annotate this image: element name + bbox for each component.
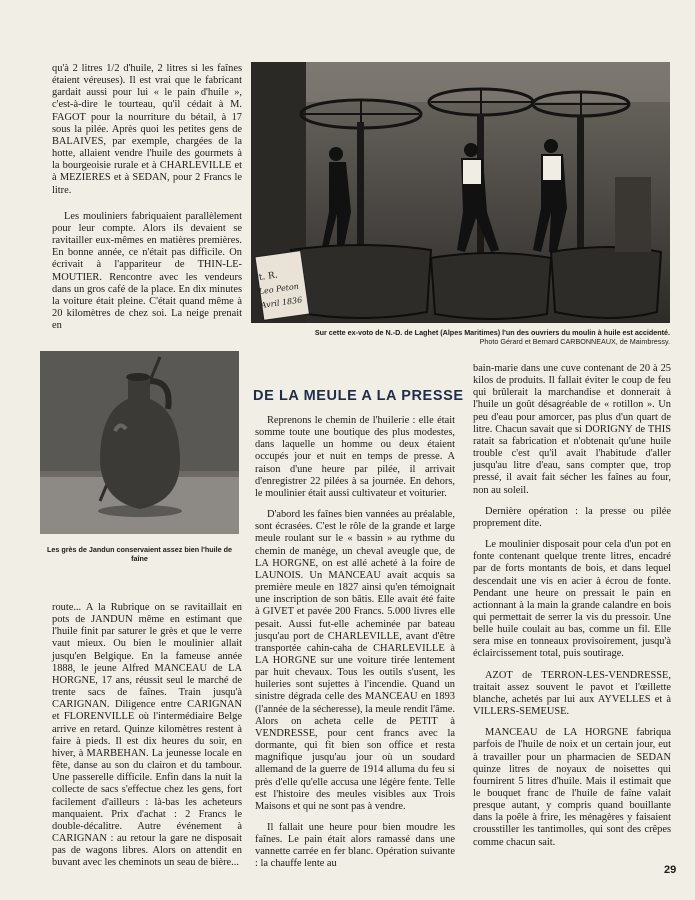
mill-ex-voto-photo [251,62,670,323]
paragraph: Les mouliniers fabriquaient parallèlement pour leur compte. Alors ils devaient se ravitailler eux-mêmes en matières premières. En bonne année, ce n'était pas difficile. On écrivait à l'appariteur de THIN-LE-MOUTIER. Rencontre avec les vendeurs dans un gros café de la place. En dix minutes la voiture était pleine. C'était quand même à 20 kilomètres de chez soi. La neige prenait en [52,210,242,332]
sign-text: t. R. [258,270,279,284]
paragraph: route... A la Rubrique on se ravitaillait en pots de JANDUN même en estimant que l'huile finit par saturer le grès et que le verre vaut mieux. Ou bien le moulinier allait jusqu'en Belgique. En la fameuse année 1888, le jeune Alfred MANCEAU de LA HORGNE, 17 ans, réussit seul le marché de trente sacs de faînes. Train jusqu'à CARIGNAN. Diligence entre CARIGNAN et FLORENVILLE où l'intermédiaire Belge arrive en retard. Quinze kilomètres restent à faire à pieds. Il est dix heures du soir, en hiver, à MARBEHAN. La jeunesse locale en fête, danse au son du clairon et du tambour. Une passerelle difficile. Enfin dans la nuit la collecte de sacs s'effectue chez les gens, fort facilement d'ailleurs : là-bas les acheteurs manquaient. Prix d'achat : 2 Francs le double-décalitre. Autre événement à CARIGNAN : au retour la gare ne disposait pas de wagons libres. Alors on attendit en buvant avec les cheminots un seau de bière... [52,602,242,869]
jug-illustration [40,351,239,534]
mill-illustration [251,62,670,323]
paragraph: Dernière opération : la presse ou pilée proprement dite. [473,505,671,529]
paragraph: Il fallait une heure pour bien moudre les faînes. Le pain était alors ramassé dans une vannette carrée en fer blanc. Opération suivante : la chauffe lente au [255,822,455,870]
paragraph: Le moulinier disposait pour cela d'un pot en fonte contenant quelque trente litres, encadré par de forts montants de bois, et dans lequel descendait une vis en acier à écrou de fonte. Pendant une heure on pressait le pain en actionnant à la main la grande calandre en bois qui permettait de serrer la vis du pressoir. Une belle huile coulait au bas, comme un fil. Elle sera mise en tonneaux provisoirement, jusqu'à éclaircissement total, puis soutirage. [473,539,671,660]
svg-text:Avril 1836: Avril 1836 [260,295,303,311]
mill-photo-caption [251,328,670,346]
right-column [473,363,671,858]
paragraph: AZOT de TERRON-LES-VENDRESSE, traitait assez souvent le pavot et l'œillette blanche, achetés par lui aux AYVELLES et à VILLERS-SEMEUSE. [473,669,671,718]
jug-photo [40,351,239,534]
page-number: 29 [664,864,677,876]
paragraph: MANCEAU de LA HORGNE fabriqua parfois de l'huile de noix et un certain jour, eut à travailler pour un pharmacien de SEDAN quinze litres de noyaux de noisettes qui fournirent 5 litres d'huile. Mais il estimait que le bouquet franc de l'huile de faîne valait presque autant, y compris quand bouillante dans la poêle à frire, les ménagères y faisaient crousstiller les tantimolles, qui sont des crêpes comme chacun sait. [473,727,671,848]
paragraph: Reprenons le chemin de l'huilerie : elle était somme toute une boutique des plus modestes, dans laquelle un homme ou deux étaient occupés jour et nuit en temps de presse. A raison d'une heure par pilée, il arrivait d'enregistrer 22 pilées à sa journée. En dehors, le moulinier était aussi cultivateur et voiturier. [255,415,455,499]
photo-credit: Photo Gérard et Bernard CARBONNEAUX, de Maimbressy. [479,337,670,346]
jug-photo-caption [40,545,239,563]
left-bottom-column [52,602,242,878]
middle-column [255,415,455,880]
paragraph: qu'à 2 litres 1/2 d'huile, 2 litres si les faînes étaient véreuses). Il est vrai que le fabricant gardait aussi pour lui « le pain d'huile », c'est-à-dire le tourteau, qu'il cédait à M. FAGOT pour la nourriture du bétail, à 17 sous la pilée. Après quoi les petites gens de BALAIVES, par exemple, chargées de la hotte, allaient vendre l'huile des gourmets à la bourgeoisie rurale et à CHARLEVILLE et à MEZIERES et à SEDAN, pour 2 Francs le litre. [52,63,242,196]
paragraph: bain-marie dans une cuve contenant de 20 à 25 kilos de produits. Il fallait éviter le coup de feu qui brûlerait la marchandise et donnerait à l'huile un goût désagréable de « rotillon ». Un peu d'eau pour amorcer, pas plus d'un quart de litre. Chacun savait que si DORIGNY de THIS ratait sa fabrication et n'obtenait qu'une huile trouble c'est qu'il avait l'habitude d'aller jusqu'au litre d'eau, sans compter que, trop pressé, il avait fait sécher les faînes au four, non au soleil. [473,363,671,496]
top-left-column [52,63,242,341]
svg-text:Leo Peton: Leo Peton [258,281,300,297]
section-heading: DE LA MEULE A LA PRESSE [253,388,464,404]
caption-text: Les grès de Jandun conservaient assez bien l'huile de faîne [46,545,233,563]
caption-text: Sur cette ex-voto de N.-D. de Laghet (Alpes Maritimes) l'un des ouvriers du moulin à huile est accidenté. [314,328,670,337]
paragraph: D'abord les faînes bien vannées au préalable, sont écrasées. C'est le rôle de la grande et large meule roulant sur le « bassin » au rythme du chemin de manège, un cheval aveugle que, de LA HORGNE, on est allé acheté à la foire de LAUNOIS. Un MANCEAU avait acquis sa première meule en 1827 ainsi qu'en témoignait une inscription de son bâtis. Elle avait été faite à GIVET et pavée 200 Francs. 5.000 livres elle pesait. Aussi fut-elle acheminée par bateau jusqu'au port de CHARLEVILLE, avant d'être transportée cahin-caha de CHARLEVILLE à LA HORGNE sur une voiture tirée lentement par huit chevaux. Tous les outils s'usent, les huileries sont sujettes à l'incendie. Quand un sinistre dégrada celle des MANCEAU en 1893 (l'année de la sécheresse), la meule rendit l'âme. Alors on acheta celle de PETIT à VENDRESSE, pour cent francs avec la dormante, qui fit bien son office et resta magnifique jusqu'au jour où un soudard allemand de la guerre de 1914 alluma du feu si près d'elle qu'elle accusa une légère fente. Telle est l'histoire des meules visibles aux Trois Maisons et qui ne sont pas à vendre. [255,509,455,812]
